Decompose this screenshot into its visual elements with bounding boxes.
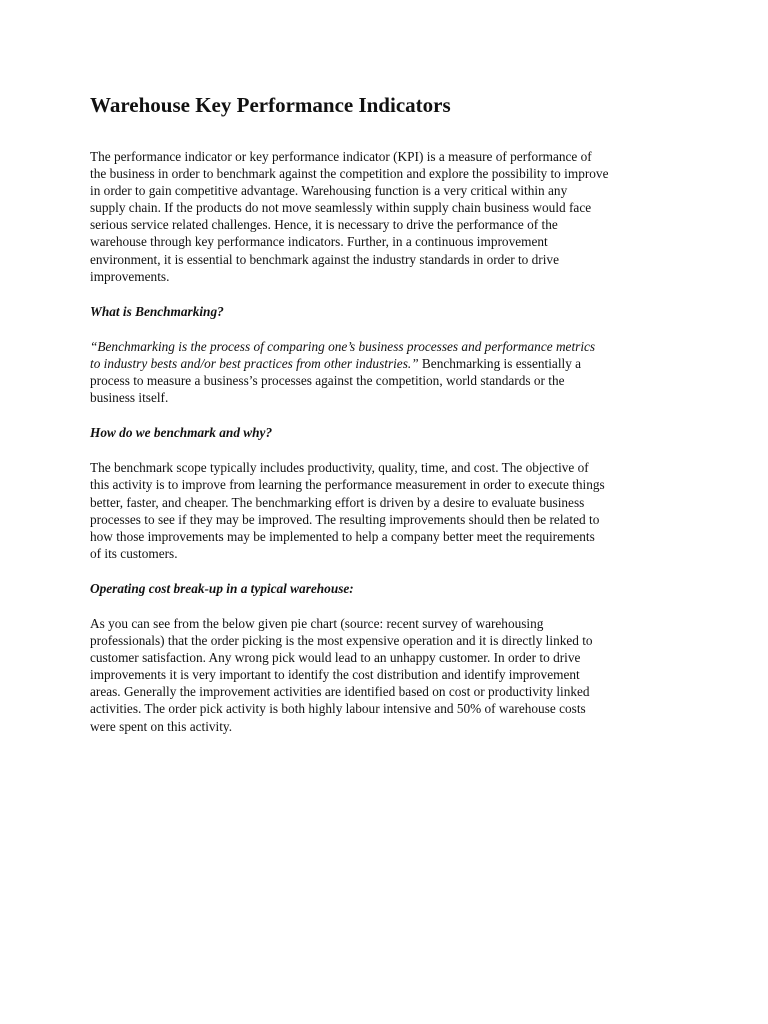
text-line: The benchmark scope typically includes productivity, quality, time, and cost. The objective of	[90, 460, 589, 476]
text-line: of its customers.	[90, 545, 178, 561]
text-line: improvements it is very important to identify the cost distribution and identify improvement	[90, 667, 580, 683]
text-line: professionals) that the order picking is the most expensive operation and it is directly linked to	[90, 633, 593, 649]
how-paragraph	[90, 459, 665, 562]
text-line: processes to see if they may be improved. The resulting improvements should then be related to	[90, 511, 600, 527]
text-line: this activity is to improve from learning the performance measurement in order to execute things	[90, 477, 605, 493]
intro-paragraph	[90, 148, 665, 285]
document-title: Warehouse Key Performance Indicators	[90, 93, 451, 117]
text-line: process to measure a business’s processes against the competition, world standards or the	[90, 373, 565, 389]
text-line	[90, 355, 665, 372]
text-line: warehouse through key performance indicators. Further, in a continuous improvement	[90, 234, 548, 250]
text-line-rest: Benchmarking is essentially a	[418, 355, 582, 371]
text-line: The performance indicator or key performance indicator (KPI) is a measure of performance of	[90, 149, 592, 164]
text-line: customer satisfaction. Any wrong pick would lead to an unhappy customer. In order to drive	[90, 650, 581, 666]
benchmark-definition-paragraph	[90, 338, 665, 406]
section-heading-cost: Operating cost break-up in a typical warehouse:	[90, 580, 354, 596]
text-line: improvements.	[90, 268, 170, 284]
text-line: areas. Generally the improvement activities are identified based on cost or productivity linked	[90, 684, 590, 700]
text-line: serious service related challenges. Hence, it is necessary to drive the performance of the	[90, 217, 558, 233]
section-heading-how: How do we benchmark and why?	[90, 425, 273, 441]
text-line: business itself.	[90, 390, 169, 406]
quote-line: “Benchmarking is the process of comparing one’s business processes and performance metrics	[90, 338, 596, 354]
quote-line-end: to industry bests and/or best practices from other industries.”	[90, 355, 419, 371]
document-body	[90, 93, 665, 753]
text-line: were spent on this activity.	[90, 718, 233, 734]
text-line: how those improvements may be implemented to help a company better meet the requirements	[90, 528, 595, 544]
text-line: in order to gain competitive advantage. Warehousing function is a very critical within any	[90, 183, 568, 199]
text-line: environment, it is essential to benchmark against the industry standards in order to drive	[90, 251, 559, 267]
text-line: better, faster, and cheaper. The benchmarking effort is driven by a desire to evaluate business	[90, 494, 585, 510]
section-heading-benchmarking: What is Benchmarking?	[90, 303, 224, 319]
text-line: supply chain. If the products do not move seamlessly within supply chain business would face	[90, 200, 592, 216]
text-line: the business in order to benchmark against the competition and explore the possibility to improve	[90, 166, 609, 182]
cost-paragraph	[90, 615, 665, 735]
text-line: activities. The order pick activity is both highly labour intensive and 50% of warehouse costs	[90, 701, 586, 717]
text-line: As you can see from the below given pie chart (source: recent survey of warehousing	[90, 615, 544, 631]
